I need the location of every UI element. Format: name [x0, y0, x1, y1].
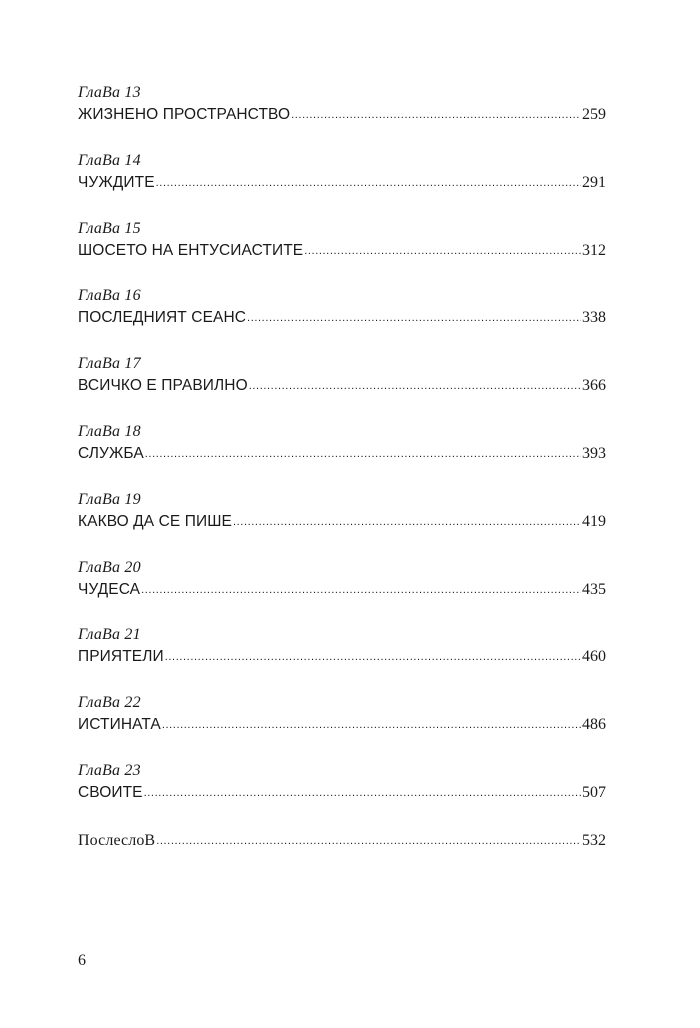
- dot-leader: [162, 713, 581, 736]
- toc-entry: [78, 489, 606, 557]
- chapter-label: ГлаВа 18: [78, 422, 141, 440]
- chapter-title: СВОИТЕ: [78, 783, 143, 801]
- page-ref: 393: [582, 444, 606, 462]
- dot-leader: [233, 510, 581, 533]
- dot-leader: [165, 645, 581, 668]
- chapter-title: СЛУЖБА: [78, 444, 144, 462]
- chapter-label: ГлаВа 22: [78, 694, 141, 712]
- toc-entry: [78, 353, 606, 421]
- chapter-title: ПОСЛЕДНИЯТ СЕАНС: [78, 309, 247, 327]
- chapter-title: ПРИЯТЕЛИ: [78, 648, 164, 666]
- chapter-label: ГлаВа 13: [78, 84, 141, 101]
- chapter-label: ГлаВа 19: [78, 490, 141, 508]
- toc-line: [78, 172, 606, 194]
- page-ref: 460: [582, 648, 606, 666]
- page-ref: 259: [582, 106, 606, 123]
- dot-leader: [156, 171, 581, 194]
- dot-leader: [304, 239, 581, 262]
- dot-leader: [156, 829, 581, 852]
- chapter-label: ГлаВа 17: [78, 355, 141, 373]
- chapter-title: ЖИЗНЕНО ПРОСТРАНСТВО: [78, 106, 291, 123]
- toc-entry: [78, 285, 606, 353]
- toc-entry: [78, 557, 606, 625]
- page-ref: 312: [582, 241, 606, 259]
- table-of-contents: [78, 82, 606, 852]
- page-ref: 366: [582, 377, 606, 395]
- toc-entry: [78, 421, 606, 489]
- chapter-label: ГлаВа 16: [78, 287, 141, 305]
- chapter-label: ГлаВа 23: [78, 761, 141, 779]
- page-ref: 291: [582, 173, 606, 191]
- chapter-title: ШОСЕТО НА ЕНТУСИАСТИТЕ: [78, 241, 304, 259]
- dot-leader: [249, 374, 581, 397]
- page-ref: 486: [582, 716, 606, 734]
- chapter-title: ЧУДЕСА: [78, 580, 141, 598]
- toc-line: [78, 240, 606, 262]
- toc-entry: [78, 218, 606, 286]
- chapter-title: ЧУЖДИТЕ: [78, 173, 155, 191]
- chapter-label: ГлаВа 14: [78, 151, 141, 169]
- toc-entry: [78, 82, 606, 150]
- toc-entry: [78, 150, 606, 218]
- toc-line: [78, 104, 606, 126]
- toc-line: [78, 375, 606, 397]
- chapter-label: ГлаВа 15: [78, 219, 141, 237]
- toc-line: [78, 511, 606, 533]
- toc-line: [78, 646, 606, 668]
- page-ref: 419: [582, 512, 606, 530]
- afterword-entry: [78, 830, 606, 852]
- toc-entry: [78, 760, 606, 828]
- dot-leader: [291, 103, 581, 126]
- toc-line: [78, 579, 606, 601]
- page-ref: 435: [582, 580, 606, 598]
- page-ref: 507: [582, 783, 606, 801]
- toc-entry: [78, 624, 606, 692]
- toc-line: [78, 443, 606, 465]
- toc-line: [78, 782, 606, 804]
- afterword-title: ПослеслоВ: [78, 831, 156, 849]
- dot-leader: [144, 781, 581, 804]
- page-number: 6: [78, 952, 86, 969]
- chapter-title: ИСТИНАТА: [78, 716, 161, 734]
- chapter-label: ГлаВа 21: [78, 626, 141, 644]
- chapter-label: ГлаВа 20: [78, 558, 141, 576]
- dot-leader: [145, 442, 581, 465]
- toc-line: [78, 714, 606, 736]
- dot-leader: [141, 578, 581, 601]
- chapter-title: ВСИЧКО Е ПРАВИЛНО: [78, 377, 248, 395]
- page-ref: 338: [582, 309, 606, 327]
- toc-line: [78, 307, 606, 329]
- toc-entry: [78, 692, 606, 760]
- dot-leader: [247, 306, 581, 329]
- chapter-title: КАКВО ДА СЕ ПИШЕ: [78, 512, 232, 530]
- page-ref: 532: [582, 831, 606, 849]
